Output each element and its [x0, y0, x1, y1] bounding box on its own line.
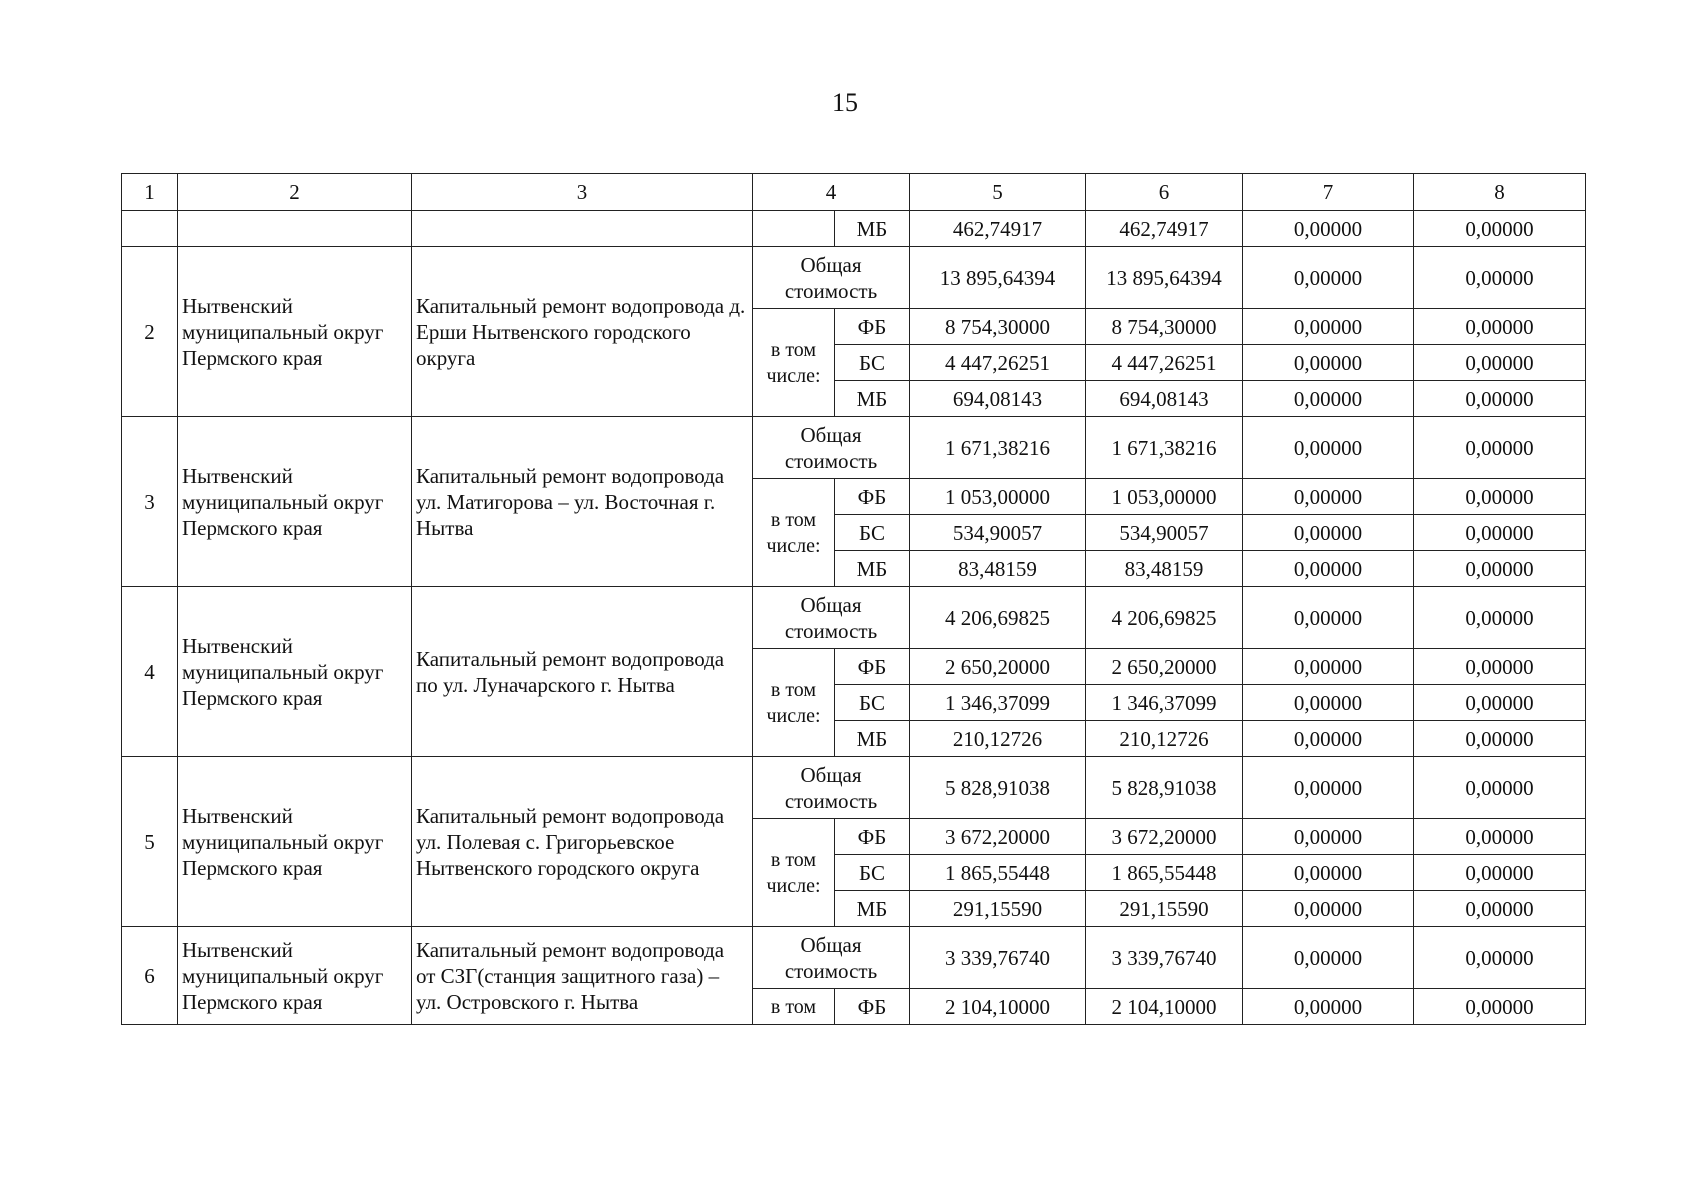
value-cell: 83,48159	[910, 551, 1086, 587]
fund-label: ФБ	[835, 649, 910, 685]
value-cell: 13 895,64394	[1086, 247, 1243, 309]
row-number: 4	[122, 587, 178, 757]
value-cell: 1 865,55448	[1086, 855, 1243, 891]
header-cell: 4	[753, 174, 910, 211]
header-cell: 1	[122, 174, 178, 211]
fund-label: МБ	[835, 211, 910, 247]
value-cell: 0,00000	[1243, 381, 1414, 417]
value-cell: 3 672,20000	[910, 819, 1086, 855]
value-cell: 5 828,91038	[1086, 757, 1243, 819]
value-cell: 694,08143	[910, 381, 1086, 417]
total-cost-label: Общая стоимость	[753, 587, 910, 649]
project-total-row	[122, 757, 1586, 819]
fund-label: ФБ	[835, 819, 910, 855]
value-cell: 534,90057	[910, 515, 1086, 551]
value-cell: 0,00000	[1243, 417, 1414, 479]
value-cell: 2 104,10000	[1086, 989, 1243, 1025]
empty-cell	[122, 211, 178, 247]
value-cell: 0,00000	[1243, 345, 1414, 381]
including-label: в том числе:	[753, 309, 835, 417]
project-cell: Капитальный ремонт водопровода по ул. Луначарского г. Нытва	[412, 587, 753, 757]
project-cell: Капитальный ремонт водопровода от СЗГ(станция защитного газа) – ул. Островского г. Нытва	[412, 927, 753, 1025]
project-total-row	[122, 927, 1586, 989]
value-cell: 0,00000	[1414, 685, 1586, 721]
total-cost-label: Общая стоимость	[753, 757, 910, 819]
value-cell: 8 754,30000	[1086, 309, 1243, 345]
value-cell: 4 447,26251	[910, 345, 1086, 381]
value-cell: 0,00000	[1414, 551, 1586, 587]
value-cell: 0,00000	[1243, 515, 1414, 551]
value-cell: 0,00000	[1243, 757, 1414, 819]
header-cell: 6	[1086, 174, 1243, 211]
value-cell: 1 346,37099	[1086, 685, 1243, 721]
project-cell: Капитальный ремонт водопровода ул. Полевая с. Григорьевское Нытвенского городского округа	[412, 757, 753, 927]
value-cell: 1 671,38216	[1086, 417, 1243, 479]
value-cell: 0,00000	[1243, 721, 1414, 757]
empty-cell	[412, 211, 753, 247]
header-cell: 3	[412, 174, 753, 211]
including-label: в том числе:	[753, 649, 835, 757]
municipality-cell: Нытвенский муниципальный округ Пермского края	[178, 247, 412, 417]
value-cell: 0,00000	[1243, 479, 1414, 515]
value-cell: 13 895,64394	[910, 247, 1086, 309]
value-cell: 0,00000	[1243, 211, 1414, 247]
project-total-row	[122, 587, 1586, 649]
fund-label: МБ	[835, 721, 910, 757]
row-number: 5	[122, 757, 178, 927]
municipality-cell: Нытвенский муниципальный округ Пермского края	[178, 757, 412, 927]
fund-label: БС	[835, 515, 910, 551]
value-cell: 2 650,20000	[1086, 649, 1243, 685]
value-cell: 0,00000	[1414, 479, 1586, 515]
project-cell: Капитальный ремонт водопровода ул. Матигорова – ул. Восточная г. Нытва	[412, 417, 753, 587]
value-cell: 3 339,76740	[910, 927, 1086, 989]
value-cell: 4 447,26251	[1086, 345, 1243, 381]
including-label: в том числе:	[753, 479, 835, 587]
value-cell: 5 828,91038	[910, 757, 1086, 819]
value-cell: 0,00000	[1414, 989, 1586, 1025]
value-cell: 3 672,20000	[1086, 819, 1243, 855]
total-cost-label: Общая стоимость	[753, 927, 910, 989]
header-cell: 5	[910, 174, 1086, 211]
value-cell: 0,00000	[1414, 345, 1586, 381]
value-cell: 4 206,69825	[910, 587, 1086, 649]
row-number: 2	[122, 247, 178, 417]
value-cell: 1 865,55448	[910, 855, 1086, 891]
value-cell: 0,00000	[1243, 855, 1414, 891]
fund-label: ФБ	[835, 309, 910, 345]
value-cell: 0,00000	[1414, 309, 1586, 345]
value-cell: 534,90057	[1086, 515, 1243, 551]
value-cell: 0,00000	[1414, 587, 1586, 649]
value-cell: 291,15590	[910, 891, 1086, 927]
value-cell: 462,74917	[910, 211, 1086, 247]
row-number: 3	[122, 417, 178, 587]
project-cell: Капитальный ремонт водопровода д. Ерши Нытвенского городского округа	[412, 247, 753, 417]
total-cost-label: Общая стоимость	[753, 247, 910, 309]
value-cell: 1 671,38216	[910, 417, 1086, 479]
value-cell: 1 053,00000	[1086, 479, 1243, 515]
municipality-cell: Нытвенский муниципальный округ Пермского края	[178, 417, 412, 587]
value-cell: 0,00000	[1414, 819, 1586, 855]
value-cell: 0,00000	[1414, 891, 1586, 927]
value-cell: 2 650,20000	[910, 649, 1086, 685]
header-cell: 8	[1414, 174, 1586, 211]
total-cost-label: Общая стоимость	[753, 417, 910, 479]
value-cell: 0,00000	[1414, 247, 1586, 309]
value-cell: 0,00000	[1414, 381, 1586, 417]
value-cell: 8 754,30000	[910, 309, 1086, 345]
value-cell: 0,00000	[1243, 891, 1414, 927]
value-cell: 210,12726	[1086, 721, 1243, 757]
value-cell: 462,74917	[1086, 211, 1243, 247]
header-row	[122, 174, 1586, 211]
value-cell: 0,00000	[1414, 649, 1586, 685]
empty-cell	[178, 211, 412, 247]
value-cell: 291,15590	[1086, 891, 1243, 927]
value-cell: 1 346,37099	[910, 685, 1086, 721]
financing-table	[121, 173, 1586, 1025]
municipality-cell: Нытвенский муниципальный округ Пермского края	[178, 927, 412, 1025]
page-number: 15	[832, 88, 858, 117]
value-cell: 4 206,69825	[1086, 587, 1243, 649]
value-cell: 0,00000	[1243, 247, 1414, 309]
value-cell: 1 053,00000	[910, 479, 1086, 515]
fund-label: БС	[835, 685, 910, 721]
value-cell: 0,00000	[1243, 927, 1414, 989]
value-cell: 0,00000	[1243, 587, 1414, 649]
header-cell: 2	[178, 174, 412, 211]
fund-label: ФБ	[835, 989, 910, 1025]
value-cell: 0,00000	[1414, 515, 1586, 551]
fund-label: ФБ	[835, 479, 910, 515]
value-cell: 83,48159	[1086, 551, 1243, 587]
value-cell: 0,00000	[1414, 211, 1586, 247]
value-cell: 0,00000	[1414, 417, 1586, 479]
municipality-cell: Нытвенский муниципальный округ Пермского края	[178, 587, 412, 757]
empty-cell	[753, 211, 835, 247]
row-number: 6	[122, 927, 178, 1025]
fund-label: МБ	[835, 891, 910, 927]
value-cell: 0,00000	[1243, 309, 1414, 345]
value-cell: 0,00000	[1414, 721, 1586, 757]
including-label: в том	[753, 989, 835, 1025]
value-cell: 0,00000	[1414, 757, 1586, 819]
value-cell: 2 104,10000	[910, 989, 1086, 1025]
value-cell: 0,00000	[1243, 551, 1414, 587]
value-cell: 0,00000	[1243, 989, 1414, 1025]
project-total-row	[122, 247, 1586, 309]
value-cell: 0,00000	[1243, 649, 1414, 685]
value-cell: 0,00000	[1243, 685, 1414, 721]
fund-label: МБ	[835, 381, 910, 417]
header-cell: 7	[1243, 174, 1414, 211]
value-cell: 0,00000	[1243, 819, 1414, 855]
fund-label: БС	[835, 345, 910, 381]
value-cell: 210,12726	[910, 721, 1086, 757]
value-cell: 0,00000	[1414, 855, 1586, 891]
value-cell: 3 339,76740	[1086, 927, 1243, 989]
including-label: в том числе:	[753, 819, 835, 927]
project-total-row	[122, 417, 1586, 479]
carry-row	[122, 211, 1586, 247]
value-cell: 0,00000	[1414, 927, 1586, 989]
fund-label: МБ	[835, 551, 910, 587]
value-cell: 694,08143	[1086, 381, 1243, 417]
fund-label: БС	[835, 855, 910, 891]
